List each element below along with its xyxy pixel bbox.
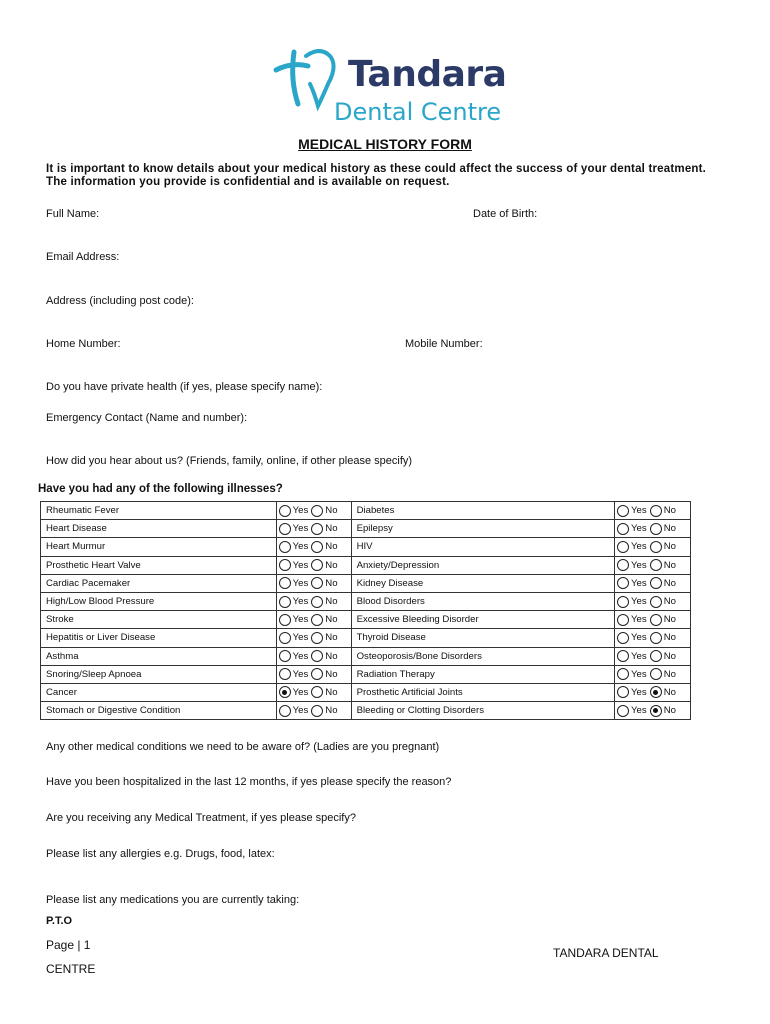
- form-title: MEDICAL HISTORY FORM: [298, 136, 472, 152]
- right-yes-no: [615, 574, 691, 592]
- table-row: [41, 520, 691, 538]
- table-row: [41, 574, 691, 592]
- illness-name: Prosthetic Heart Valve: [41, 556, 277, 574]
- radio-no-label: No: [325, 686, 338, 698]
- radio-no-label: No: [663, 668, 676, 680]
- radio-no-label: No: [663, 650, 676, 662]
- left-yes-no: [276, 702, 351, 720]
- radio-no[interactable]: [650, 505, 662, 517]
- radio-no[interactable]: [311, 668, 323, 680]
- left-yes-no: [276, 592, 351, 610]
- radio-yes[interactable]: [279, 596, 291, 608]
- radio-no[interactable]: [650, 705, 662, 717]
- radio-yes-label: Yes: [631, 632, 647, 644]
- radio-no[interactable]: [650, 523, 662, 535]
- radio-no-label: No: [663, 632, 676, 644]
- radio-yes[interactable]: [617, 614, 629, 626]
- radio-no-label: No: [325, 505, 338, 517]
- radio-no-label: No: [325, 541, 338, 553]
- radio-no-label: No: [663, 686, 676, 698]
- hospitalized-label: Have you been hospitalized in the last 12 months, if yes please specify the reason?: [46, 776, 452, 788]
- radio-yes-label: Yes: [631, 577, 647, 589]
- table-row: [41, 647, 691, 665]
- left-yes-no: [276, 502, 351, 520]
- radio-no[interactable]: [311, 632, 323, 644]
- left-yes-no: [276, 520, 351, 538]
- right-yes-no: [615, 683, 691, 701]
- footer-centre: CENTRE: [46, 962, 96, 976]
- radio-yes-label: Yes: [631, 668, 647, 680]
- radio-no-label: No: [663, 705, 676, 717]
- radio-no[interactable]: [311, 559, 323, 571]
- radio-no[interactable]: [650, 541, 662, 553]
- radio-no[interactable]: [650, 632, 662, 644]
- radio-no-label: No: [663, 577, 676, 589]
- right-yes-no: [615, 538, 691, 556]
- left-yes-no: [276, 683, 351, 701]
- left-yes-no: [276, 629, 351, 647]
- illness-name: Heart Murmur: [41, 538, 277, 556]
- illness-name: Radiation Therapy: [351, 665, 614, 683]
- illness-name: Snoring/Sleep Apnoea: [41, 665, 277, 683]
- illness-heading: Have you had any of the following illnesses?: [38, 483, 283, 495]
- radio-no[interactable]: [311, 705, 323, 717]
- radio-no[interactable]: [650, 686, 662, 698]
- illness-name: HIV: [351, 538, 614, 556]
- table-row: [41, 556, 691, 574]
- right-yes-no: [615, 611, 691, 629]
- right-yes-no: [615, 592, 691, 610]
- radio-yes-label: Yes: [631, 650, 647, 662]
- illness-name: Thyroid Disease: [351, 629, 614, 647]
- radio-yes-label: Yes: [631, 614, 647, 626]
- radio-yes-label: Yes: [292, 668, 309, 680]
- right-yes-no: [615, 520, 691, 538]
- radio-yes[interactable]: [279, 505, 291, 517]
- logo-subtitle: Dental Centre: [334, 98, 502, 126]
- radio-yes[interactable]: [617, 705, 629, 717]
- radio-no[interactable]: [650, 650, 662, 662]
- radio-yes-label: Yes: [292, 523, 309, 535]
- radio-no[interactable]: [650, 596, 662, 608]
- radio-no-label: No: [663, 614, 676, 626]
- radio-yes[interactable]: [617, 596, 629, 608]
- table-row: [41, 683, 691, 701]
- footer-brand: TANDARA DENTAL: [553, 946, 659, 960]
- radio-no[interactable]: [311, 505, 323, 517]
- left-yes-no: [276, 556, 351, 574]
- right-yes-no: [615, 502, 691, 520]
- radio-yes[interactable]: [617, 577, 629, 589]
- radio-yes[interactable]: [279, 668, 291, 680]
- table-row: [41, 592, 691, 610]
- right-yes-no: [615, 665, 691, 683]
- radio-no[interactable]: [650, 668, 662, 680]
- radio-no[interactable]: [311, 596, 323, 608]
- radio-yes-label: Yes: [292, 650, 309, 662]
- radio-no-label: No: [325, 559, 338, 571]
- radio-yes[interactable]: [617, 559, 629, 571]
- radio-yes-label: Yes: [292, 577, 309, 589]
- illness-name: Stomach or Digestive Condition: [41, 702, 277, 720]
- illness-name: Anxiety/Depression: [351, 556, 614, 574]
- page-number: Page | 1: [46, 938, 91, 952]
- radio-no-label: No: [663, 596, 676, 608]
- radio-yes[interactable]: [279, 705, 291, 717]
- illness-name: Cancer: [41, 683, 277, 701]
- logo-name: Tandara: [348, 54, 507, 95]
- radio-yes[interactable]: [279, 650, 291, 662]
- radio-yes[interactable]: [617, 523, 629, 535]
- radio-yes-label: Yes: [292, 632, 309, 644]
- radio-no-label: No: [325, 577, 338, 589]
- full-name-label: Full Name:: [46, 208, 100, 220]
- radio-yes-label: Yes: [631, 705, 647, 717]
- radio-yes-label: Yes: [631, 559, 647, 571]
- radio-no[interactable]: [650, 577, 662, 589]
- radio-no-label: No: [325, 614, 338, 626]
- left-yes-no: [276, 611, 351, 629]
- radio-no[interactable]: [311, 614, 323, 626]
- radio-yes[interactable]: [617, 632, 629, 644]
- radio-yes[interactable]: [279, 614, 291, 626]
- illness-name: Osteoporosis/Bone Disorders: [351, 647, 614, 665]
- radio-no[interactable]: [311, 650, 323, 662]
- illness-table: [40, 501, 691, 720]
- table-row: [41, 702, 691, 720]
- radio-no[interactable]: [650, 614, 662, 626]
- radio-no-label: No: [325, 523, 338, 535]
- radio-no-label: No: [325, 650, 338, 662]
- radio-yes[interactable]: [617, 505, 629, 517]
- emergency-contact-label: Emergency Contact (Name and number):: [46, 412, 248, 424]
- illness-name: Bleeding or Clotting Disorders: [351, 702, 614, 720]
- allergies-label: Please list any allergies e.g. Drugs, food, latex:: [46, 848, 275, 860]
- radio-yes[interactable]: [617, 668, 629, 680]
- medications-label: Please list any medications you are currently taking:: [46, 894, 300, 906]
- dob-label: Date of Birth:: [473, 208, 538, 220]
- right-yes-no: [615, 647, 691, 665]
- home-number-label: Home Number:: [46, 338, 121, 350]
- other-conditions-label: Any other medical conditions we need to be aware of? (Ladies are you pregnant): [46, 741, 440, 753]
- radio-yes[interactable]: [279, 577, 291, 589]
- illness-name: Cardiac Pacemaker: [41, 574, 277, 592]
- hear-about-label: How did you hear about us? (Friends, family, online, if other please specify): [46, 455, 413, 467]
- left-yes-no: [276, 574, 351, 592]
- radio-yes-label: Yes: [292, 686, 309, 698]
- radio-yes[interactable]: [279, 686, 291, 698]
- radio-yes-label: Yes: [292, 705, 309, 717]
- illness-name: Rheumatic Fever: [41, 502, 277, 520]
- illness-name: Kidney Disease: [351, 574, 614, 592]
- address-label: Address (including post code):: [46, 295, 194, 307]
- radio-yes[interactable]: [617, 686, 629, 698]
- radio-no[interactable]: [311, 577, 323, 589]
- table-row: [41, 665, 691, 683]
- radio-no-label: No: [325, 596, 338, 608]
- radio-yes-label: Yes: [631, 541, 647, 553]
- pto-text: P.T.O: [46, 915, 73, 927]
- radio-no-label: No: [325, 705, 338, 717]
- radio-no-label: No: [325, 668, 338, 680]
- radio-yes-label: Yes: [292, 559, 309, 571]
- radio-yes-label: Yes: [631, 523, 647, 535]
- illness-name: Asthma: [41, 647, 277, 665]
- table-row: [41, 502, 691, 520]
- illness-name: Blood Disorders: [351, 592, 614, 610]
- radio-yes[interactable]: [279, 523, 291, 535]
- private-health-label: Do you have private health (if yes, please specify name):: [46, 381, 323, 393]
- radio-no-label: No: [325, 632, 338, 644]
- illness-name: Epilepsy: [351, 520, 614, 538]
- radio-yes-label: Yes: [292, 541, 309, 553]
- illness-name: Hepatitis or Liver Disease: [41, 629, 277, 647]
- radio-no-label: No: [663, 505, 676, 517]
- illness-name: Heart Disease: [41, 520, 277, 538]
- radio-yes-label: Yes: [631, 686, 647, 698]
- clinic-logo: [268, 44, 508, 128]
- radio-no[interactable]: [650, 559, 662, 571]
- radio-no[interactable]: [311, 523, 323, 535]
- illness-name: Excessive Bleeding Disorder: [351, 611, 614, 629]
- email-label: Email Address:: [46, 251, 120, 263]
- illness-name: Prosthetic Artificial Joints: [351, 683, 614, 701]
- medical-treatment-label: Are you receiving any Medical Treatment, if yes please specify?: [46, 812, 356, 824]
- illness-name: Stroke: [41, 611, 277, 629]
- radio-no[interactable]: [311, 686, 323, 698]
- mobile-number-label: Mobile Number:: [405, 338, 483, 350]
- radio-yes-label: Yes: [292, 614, 309, 626]
- table-row: [41, 629, 691, 647]
- illness-name: High/Low Blood Pressure: [41, 592, 277, 610]
- table-row: [41, 611, 691, 629]
- left-yes-no: [276, 665, 351, 683]
- illness-name: Diabetes: [351, 502, 614, 520]
- right-yes-no: [615, 702, 691, 720]
- radio-yes[interactable]: [279, 559, 291, 571]
- radio-no-label: No: [663, 559, 676, 571]
- intro-text: It is important to know details about your medical history as these could affect the success of your dental treatment. The information you provide is confidential and is available on request.: [46, 163, 707, 188]
- right-yes-no: [615, 629, 691, 647]
- radio-yes[interactable]: [617, 650, 629, 662]
- radio-yes[interactable]: [617, 541, 629, 553]
- radio-no-label: No: [663, 523, 676, 535]
- left-yes-no: [276, 647, 351, 665]
- radio-no[interactable]: [311, 541, 323, 553]
- radio-yes[interactable]: [279, 541, 291, 553]
- radio-yes-label: Yes: [292, 596, 309, 608]
- left-yes-no: [276, 538, 351, 556]
- table-row: [41, 538, 691, 556]
- radio-no-label: No: [663, 541, 676, 553]
- radio-yes-label: Yes: [292, 505, 309, 517]
- radio-yes-label: Yes: [631, 505, 647, 517]
- radio-yes-label: Yes: [631, 596, 647, 608]
- radio-yes[interactable]: [279, 632, 291, 644]
- right-yes-no: [615, 556, 691, 574]
